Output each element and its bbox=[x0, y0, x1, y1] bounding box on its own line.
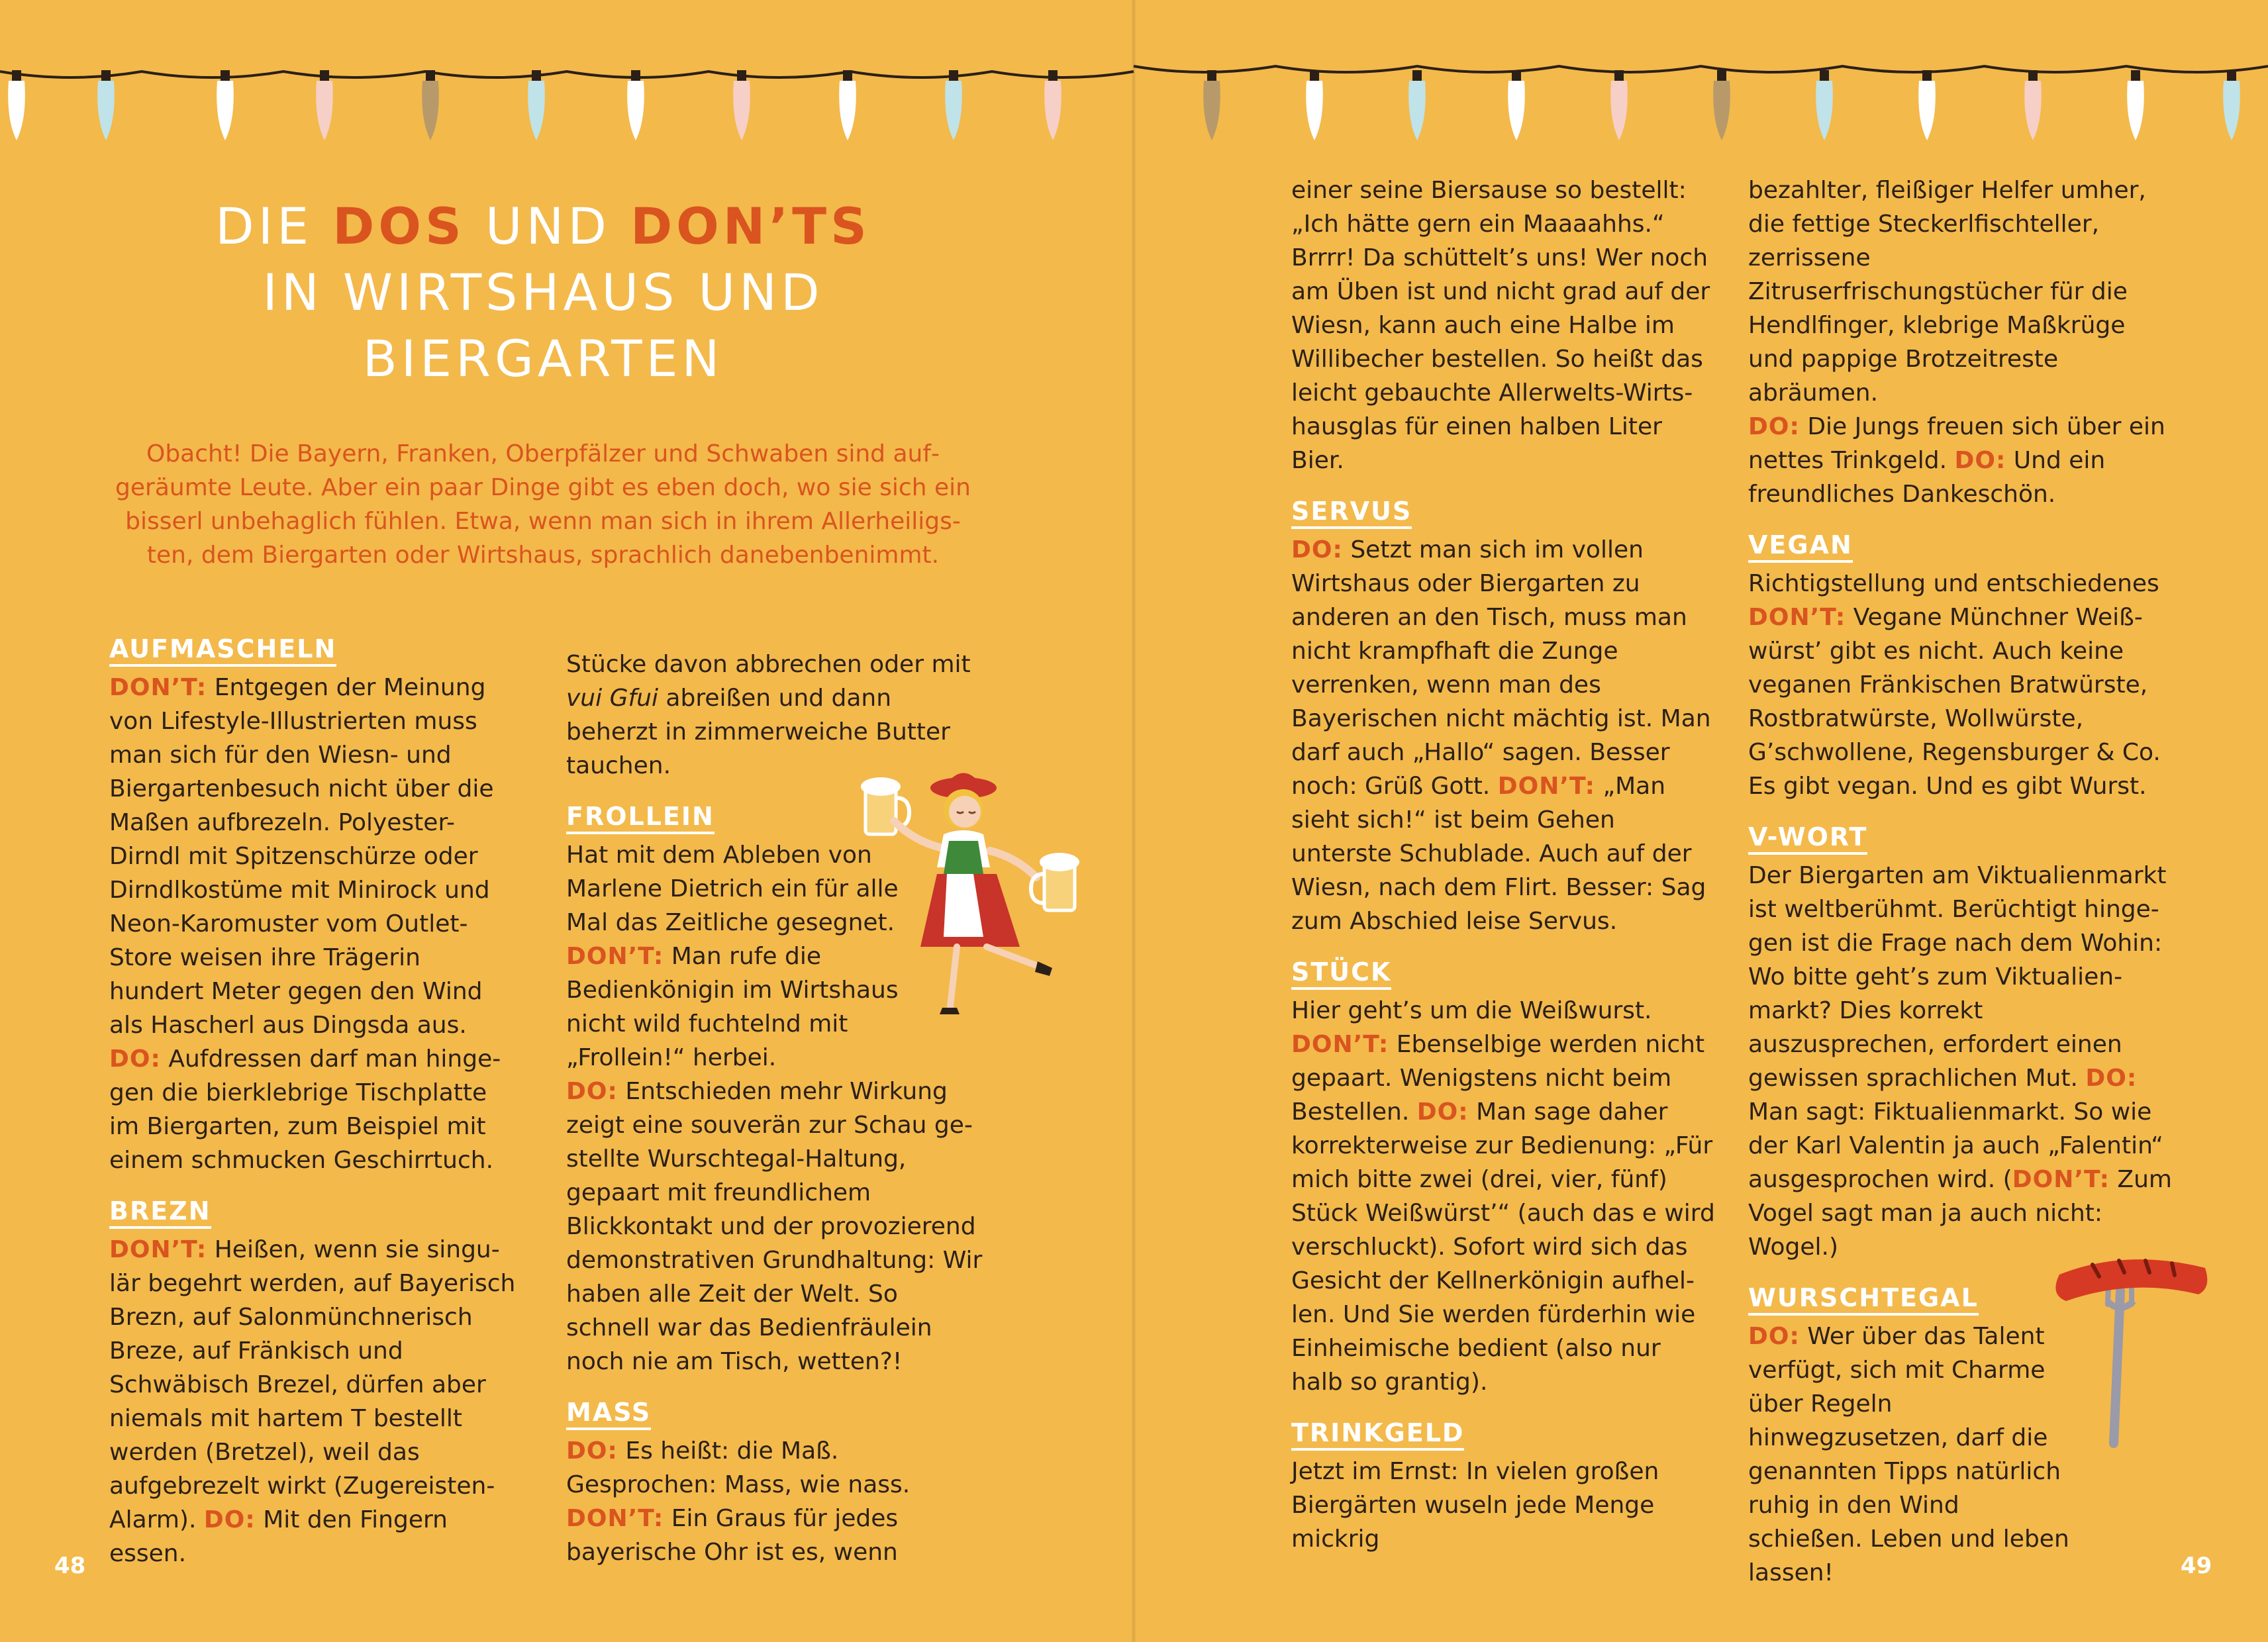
light-bulb-cap bbox=[320, 70, 329, 81]
light-bulb-cap bbox=[221, 70, 230, 81]
light-bulb-cap bbox=[1048, 70, 1058, 81]
light-bulb-cap bbox=[1922, 70, 1932, 81]
section-text: Stücke davon abbrechen oder mit vui Gfui abreißen und dann beherzt in zimmerweiche Butter tauchen. bbox=[566, 651, 971, 779]
light-bulb bbox=[839, 81, 856, 140]
section-text: DON’T: Heißen, wenn sie singulär begehrt werden, auf Bayerisch Brezn, auf Salonmünchnerisch Breze, auf Fränkisch und Schwäbisch Brezel, dürfen aber niemals mit hartem T bestellt werden (Bretzel), weil das aufgebrezelt wirkt (Zugereisten-Alarm). DO: Mit den Fingern essen. bbox=[109, 1236, 516, 1567]
light-bulb bbox=[1918, 81, 1936, 140]
section-text: Der Biergarten am Viktualienmarkt ist weltberühmt. Berüchtigt hingegen ist die Frage nach dem Wohin: Wo bitte geht’s zum Viktualienmarkt? Dies korrekt auszusprechen, erfordert einen gewissen sprachlichen Mut. DO: Man sagt: Fiktualienmarkt. So wie der Karl Valentin ja auch „Falentin“ ausgesprochen wird. (DON’T: Zum Vogel sagt man ja auch nicht: Wogel.) bbox=[1748, 862, 2172, 1261]
light-bulb bbox=[217, 81, 234, 140]
light-bulb-cap bbox=[1717, 70, 1726, 81]
light-bulb bbox=[2024, 81, 2042, 140]
section-text: bezahlter, fleißiger Helfer umher, die fettige Steckerlfischteller, zerrissene Zitruserfrischungstücher für die Hendlfinger, klebrige Maßkrüge und pappige Brotzeitreste abräumen. DO: Die Jungs freuen sich über ein nettes Trinkgeld. DO: Und ein freundliches Dankeschön. bbox=[1748, 177, 2165, 508]
light-bulb bbox=[97, 81, 115, 140]
light-bulb-cap bbox=[2028, 70, 2038, 81]
section-heading-v-wort: V-WORT bbox=[1748, 822, 1867, 855]
intro-paragraph: Obacht! Die Bayern, Franken, Oberpfälzer und Schwaben sind aufgeräumte Leute. Aber ein paar Dinge gibt es eben doch, wo sie sich ein bisserl unbehaglich fühlen. Etwa, wenn man sich in ihrem Allerheiligsten, dem Biergarten oder Wirtshaus, sprachlich danebenbenimmt. bbox=[115, 440, 971, 569]
section-heading-wurschtegal: WURSCHTEGAL bbox=[1748, 1282, 1979, 1316]
page-number-left: 48 bbox=[54, 1553, 86, 1579]
light-bulb bbox=[1306, 81, 1323, 140]
light-bulb-cap bbox=[426, 70, 435, 81]
light-bulb bbox=[1610, 81, 1628, 140]
waitress-illustration bbox=[858, 761, 1096, 1033]
section-heading-vegan: VEGAN bbox=[1748, 530, 1853, 563]
light-bulb bbox=[945, 81, 962, 140]
section-heading-mass: MASS bbox=[566, 1397, 651, 1430]
light-bulb-cap bbox=[2227, 70, 2236, 81]
light-bulb-cap bbox=[737, 70, 746, 81]
column-3 bbox=[1291, 173, 1715, 1556]
light-bulb-cap bbox=[101, 70, 111, 81]
page-title: DIE DOS UND DON’TS IN WIRTSHAUS UND BIERGARTEN bbox=[215, 197, 871, 388]
section-text: DON’T: Entgegen der Meinung von Lifestyle-Illustrierten muss man sich für den Wiesn- und Biergartenbesuch nicht über die Maßen aufbrezeln. Polyester-Dirndl mit Spitzenschürze oder Dirndlkostüme mit Minirock und Neon-Karomuster vom Outlet-Store weisen ihre Trägerin hundert Meter gegen den Wind als Hascherl aus Dingsda aus. DO: Aufdressen darf man hingegen die bierklebrige Tischplatte im Biergarten, zum Beispiel mit einem schmucken Geschirrtuch. bbox=[109, 674, 501, 1174]
light-bulb bbox=[422, 81, 439, 140]
light-bulb bbox=[1044, 81, 1061, 140]
section-heading-frollein: FROLLEIN bbox=[566, 801, 715, 834]
light-bulb-cap bbox=[1207, 70, 1216, 81]
section-text: DO: Es heißt: die Maß. Gesprochen: Mass, wie nass. DON’T: Ein Graus für jedes bayerische Ohr ist es, wenn bbox=[566, 1437, 911, 1566]
light-bulb-cap bbox=[1310, 70, 1319, 81]
light-bulb bbox=[1408, 81, 1426, 140]
light-bulb-cap bbox=[631, 70, 640, 81]
light-bulb bbox=[1508, 81, 1525, 140]
light-bulb bbox=[8, 81, 25, 140]
light-bulb-cap bbox=[843, 70, 852, 81]
light-bulb-cap bbox=[1820, 70, 1829, 81]
section-text: Hier geht’s um die Weißwurst. DON’T: Ebenselbige werden nicht gepaart. Wenigstens nicht beim Bestellen. DO: Man sage daher korrekterweise zur Bedienung: „Für mich bitte zwei (drei, vier, fünf) Stück Weißwürst’“ (auch das e wird verschluckt). Sofort wird sich das Gesicht der Kellnerkönigin aufhellen. Und Sie werden fürderhin wie Einheimische bedient (also nur halb so grantig). bbox=[1291, 997, 1715, 1396]
section-heading-stueck: STÜCK bbox=[1291, 957, 1391, 990]
section-text: Jetzt im Ernst: In vielen großen Biergärten wuseln jede Menge mickrig bbox=[1291, 1458, 1659, 1553]
light-bulb bbox=[316, 81, 333, 140]
column-1 bbox=[109, 633, 520, 1570]
light-bulb-cap bbox=[949, 70, 958, 81]
section-text: DO: Setzt man sich im vollen Wirtshaus oder Biergarten zu anderen an den Tisch, muss man nicht krampfhaft die Zunge verrenken, wenn man des Bayerischen nicht mächtig ist. Man darf auch „Hallo“ sagen. Besser noch: Grüß Gott. DON’T: „Man sieht sich!“ ist beim Gehen unterste Schublade. Auch auf der Wiesn, nach dem Flirt. Besser: Sag zum Abschied leise Servus. bbox=[1291, 536, 1711, 935]
section-text: Hat mit dem Ableben von Marlene Dietrich ein für alle Mal das Zeitliche gesegnet. DON’T: Man rufe die Bedienkönigin im Wirtshaus nicht wild fuchtelnd mit „Frollein!“ herbei. bbox=[566, 842, 899, 1071]
light-bulb-cap bbox=[12, 70, 21, 81]
light-bulb-cap bbox=[2131, 70, 2140, 81]
light-bulb bbox=[1816, 81, 1833, 140]
section-heading-brezn: BREZN bbox=[109, 1196, 211, 1229]
light-bulb bbox=[1713, 81, 1730, 140]
light-bulb bbox=[733, 81, 750, 140]
section-heading-servus: SERVUS bbox=[1291, 496, 1412, 529]
section-text: DO: Entschieden mehr Wirkung zeigt eine souverän zur Schau gestellte Wurschtegal-Haltung, gepaart mit freundlichem Blickkontakt und der provozierend demonstrativen Grundhaltung: Wir haben alle Zeit der Welt. So schnell war das Bedienfräulein noch nie am Tisch, wetten?! bbox=[566, 1078, 983, 1375]
section-text: Richtigstellung und entschiedenes DON’T: Vegane Münchner Weißwürst’ gibt es nicht. Auch keine veganen Fränkischen Bratwürste, Rostbratwürste, Wollwürste, G’schwollene, Regensburger & Co. Es gibt vegan. Und es gibt Wurst. bbox=[1748, 570, 2161, 800]
light-bulb bbox=[627, 81, 644, 140]
light-bulb bbox=[528, 81, 545, 140]
light-bulb-cap bbox=[532, 70, 541, 81]
sausage-fork-icon bbox=[2046, 1238, 2212, 1450]
light-bulb-cap bbox=[1412, 70, 1422, 81]
light-bulb-cap bbox=[1614, 70, 1624, 81]
light-bulb-cap bbox=[1512, 70, 1521, 81]
string-lights-icon bbox=[0, 0, 2268, 159]
light-bulb bbox=[1203, 81, 1220, 140]
section-heading-aufmascheln: AUFMASCHELN bbox=[109, 634, 336, 667]
light-bulb bbox=[2223, 81, 2240, 140]
section-text: DO: Wer über das Talent verfügt, sich mit Charme über Regeln hinwegzusetzen, darf die genannten Tipps natürlich ruhig in den Wind schießen. Leben und leben lassen! bbox=[1748, 1323, 2069, 1586]
section-heading-trinkgeld: TRINKGELD bbox=[1291, 1418, 1464, 1451]
section-text: einer seine Biersause so bestellt: „Ich hätte gern ein Maaaahhs.“ Brrrr! Da schüttelt’s uns! Wer noch am Üben ist und nicht grad auf der Wiesn, kann auch eine Halbe im Willibecher bestellen. So heißt das leicht gebauchte Allerwelts-Wirtshausglas für einen halben Liter Bier. bbox=[1291, 177, 1710, 474]
page-number-right: 49 bbox=[2181, 1553, 2212, 1579]
light-bulb bbox=[2127, 81, 2144, 140]
book-gutter bbox=[1131, 0, 1136, 1642]
